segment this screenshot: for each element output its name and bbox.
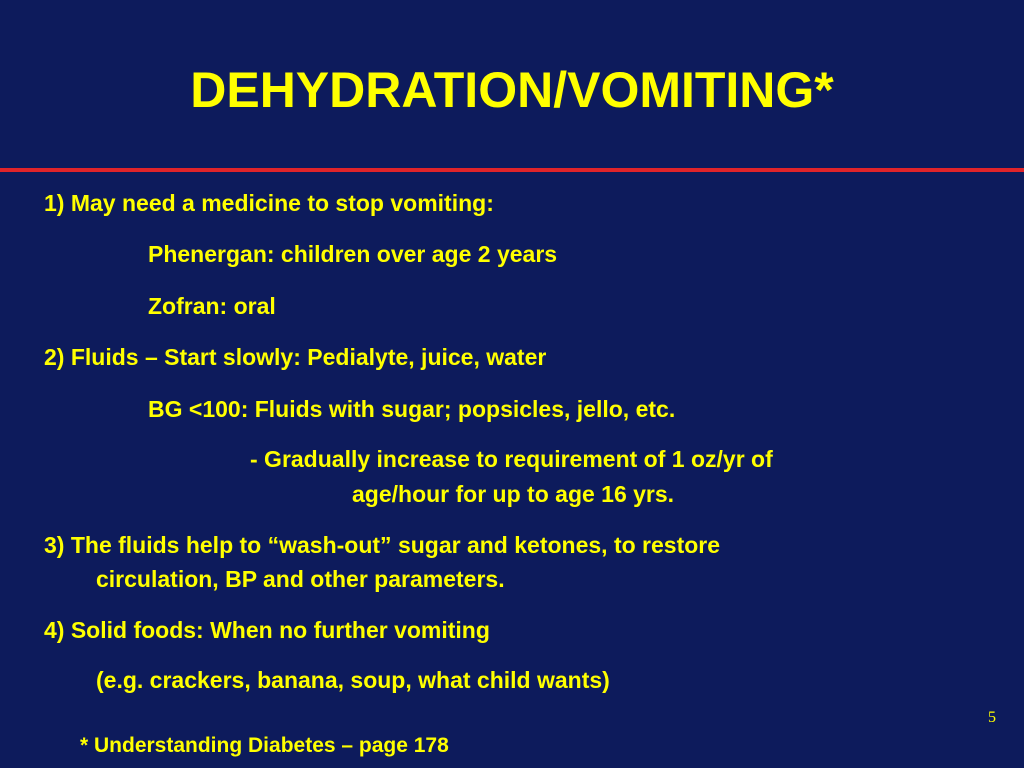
list-item-3: 3) The fluids help to “wash-out” sugar and ketones, to restore <box>44 532 721 558</box>
list-subitem-gradually-continued: age/hour for up to age 16 yrs. <box>352 481 675 507</box>
list-subitem-bg: BG <100: Fluids with sugar; popsicles, jello, etc. <box>148 396 676 422</box>
list-subitem-gradually: - Gradually increase to requirement of 1 oz/yr of <box>250 446 773 472</box>
title-divider <box>0 168 1024 172</box>
list-item-3-continued: circulation, BP and other parameters. <box>96 566 505 592</box>
list-item-2: 2) Fluids – Start slowly: Pedialyte, juice, water <box>44 344 547 370</box>
list-item-4-examples: (e.g. crackers, banana, soup, what child wants) <box>96 667 610 693</box>
list-item-4: 4) Solid foods: When no further vomiting <box>44 617 490 643</box>
list-item-1: 1) May need a medicine to stop vomiting: <box>44 190 494 216</box>
footnote: * Understanding Diabetes – page 178 <box>80 734 449 757</box>
slide-title: DEHYDRATION/VOMITING* <box>190 62 834 118</box>
list-subitem-zofran: Zofran: oral <box>148 293 276 319</box>
list-subitem-phenergan: Phenergan: children over age 2 years <box>148 241 558 267</box>
slide-number: 5 <box>988 709 996 726</box>
